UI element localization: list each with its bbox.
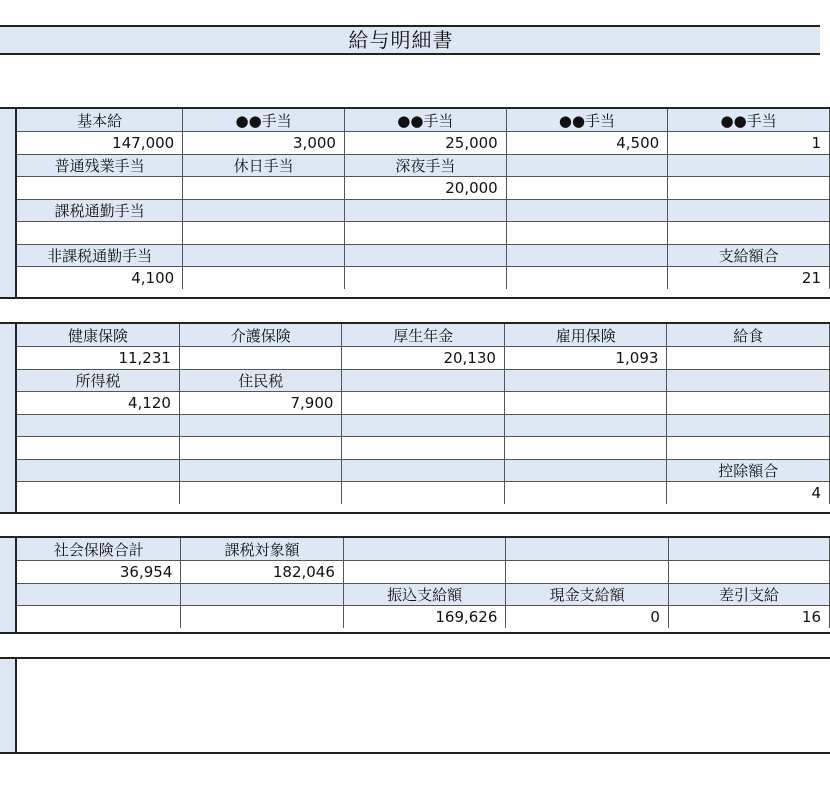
value-row [17, 606, 830, 629]
label-cell [344, 244, 506, 267]
value-cell[interactable] [504, 482, 667, 505]
label-cell [668, 154, 830, 177]
value-row [17, 177, 830, 200]
value-cell[interactable] [667, 437, 830, 460]
value-row [17, 222, 830, 245]
label-cell [504, 459, 667, 482]
label-cell: 社会保険合計 [17, 538, 181, 561]
label-cell: 健康保険 [17, 324, 179, 347]
label-cell [668, 538, 829, 561]
label-cell [179, 414, 342, 437]
earnings-section [0, 107, 830, 299]
value-cell[interactable] [506, 222, 667, 245]
value-cell[interactable] [506, 561, 669, 584]
label-cell [179, 459, 342, 482]
value-row [17, 132, 830, 155]
value-cell[interactable]: 4,100 [17, 267, 183, 290]
value-cell[interactable] [17, 437, 179, 460]
section-side-band [0, 538, 17, 632]
label-cell [668, 199, 830, 222]
label-cell [17, 414, 179, 437]
label-row [17, 538, 830, 561]
value-cell[interactable] [344, 222, 506, 245]
label-cell [342, 414, 505, 437]
label-cell [343, 538, 506, 561]
label-cell [183, 199, 345, 222]
value-cell[interactable]: 1 [668, 132, 830, 155]
value-cell[interactable]: 20,130 [342, 347, 505, 370]
label-cell [344, 199, 506, 222]
label-cell: ●●手当 [668, 109, 830, 132]
value-cell[interactable]: 1,093 [504, 347, 667, 370]
label-cell [17, 583, 181, 606]
value-cell[interactable]: 16 [668, 606, 829, 629]
label-row [17, 459, 830, 482]
value-cell[interactable]: 7,900 [179, 392, 342, 415]
label-row [17, 244, 830, 267]
label-cell: 控除額合 [667, 459, 830, 482]
label-row [17, 109, 830, 132]
value-cell[interactable]: 20,000 [344, 177, 506, 200]
value-cell[interactable] [668, 177, 830, 200]
value-cell[interactable]: 3,000 [183, 132, 345, 155]
label-cell [506, 538, 669, 561]
label-cell: 住民税 [179, 369, 342, 392]
label-cell: ●●手当 [506, 109, 667, 132]
notes-section [0, 657, 830, 754]
value-row [17, 347, 830, 370]
value-cell[interactable] [179, 437, 342, 460]
value-cell[interactable]: 25,000 [344, 132, 506, 155]
value-cell[interactable] [342, 437, 505, 460]
deductions-table [17, 324, 830, 504]
value-row [17, 392, 830, 415]
value-cell[interactable]: 21 [668, 267, 830, 290]
label-row [17, 369, 830, 392]
notes-area[interactable] [17, 659, 830, 752]
value-row [17, 437, 830, 460]
value-cell[interactable] [181, 606, 344, 629]
label-cell [504, 369, 667, 392]
value-cell[interactable] [344, 267, 506, 290]
value-cell[interactable] [667, 392, 830, 415]
value-cell[interactable]: 169,626 [343, 606, 506, 629]
value-cell[interactable] [342, 482, 505, 505]
label-row [17, 324, 830, 347]
label-row [17, 414, 830, 437]
value-cell[interactable] [342, 392, 505, 415]
document-title: 給与明細書 [348, 28, 454, 52]
label-cell: ●●手当 [183, 109, 345, 132]
section-side-band [0, 109, 17, 297]
value-row [17, 482, 830, 505]
label-cell [504, 414, 667, 437]
value-cell[interactable] [504, 392, 667, 415]
value-cell[interactable]: 36,954 [17, 561, 181, 584]
label-cell [506, 199, 667, 222]
value-cell[interactable]: 182,046 [181, 561, 344, 584]
value-cell[interactable] [506, 177, 667, 200]
earnings-table [17, 109, 830, 289]
value-cell[interactable] [506, 267, 667, 290]
value-cell[interactable] [183, 267, 345, 290]
value-cell[interactable] [17, 222, 183, 245]
value-cell[interactable] [179, 347, 342, 370]
value-cell[interactable] [179, 482, 342, 505]
label-cell: ●●手当 [344, 109, 506, 132]
value-cell[interactable] [667, 347, 830, 370]
value-cell[interactable] [343, 561, 506, 584]
label-row [17, 583, 830, 606]
value-cell[interactable] [668, 561, 829, 584]
value-cell[interactable] [504, 437, 667, 460]
label-cell [506, 154, 667, 177]
label-cell: 休日手当 [183, 154, 345, 177]
label-row [17, 199, 830, 222]
label-cell [183, 244, 345, 267]
totals-section [0, 536, 830, 634]
value-cell[interactable]: 147,000 [17, 132, 183, 155]
totals-table [17, 538, 830, 628]
label-cell [342, 369, 505, 392]
label-cell: 雇用保険 [504, 324, 667, 347]
section-side-band [0, 659, 17, 752]
value-cell[interactable] [17, 606, 181, 629]
value-cell[interactable] [17, 177, 183, 200]
label-cell: 課税通勤手当 [17, 199, 183, 222]
value-row [17, 561, 830, 584]
value-cell[interactable]: 11,231 [17, 347, 179, 370]
label-cell: 深夜手当 [344, 154, 506, 177]
label-cell: 差引支給 [668, 583, 829, 606]
value-row [17, 267, 830, 290]
label-cell: 介護保険 [179, 324, 342, 347]
deductions-section [0, 322, 830, 514]
value-cell[interactable] [17, 482, 179, 505]
label-cell [667, 414, 830, 437]
value-cell[interactable]: 4,500 [506, 132, 667, 155]
value-cell[interactable] [668, 222, 830, 245]
label-cell [17, 459, 179, 482]
label-cell: 課税対象額 [181, 538, 344, 561]
value-cell[interactable] [183, 177, 345, 200]
title-bar [0, 25, 820, 55]
label-cell [667, 369, 830, 392]
label-cell: 給食 [667, 324, 830, 347]
label-cell: 非課税通勤手当 [17, 244, 183, 267]
label-cell: 厚生年金 [342, 324, 505, 347]
label-cell: 支給額合 [668, 244, 830, 267]
section-side-band [0, 324, 17, 512]
label-cell: 基本給 [17, 109, 183, 132]
label-row [17, 154, 830, 177]
label-cell [181, 583, 344, 606]
label-cell: 振込支給額 [343, 583, 506, 606]
value-cell[interactable]: 4,120 [17, 392, 179, 415]
value-cell[interactable]: 4 [667, 482, 830, 505]
label-cell: 現金支給額 [506, 583, 669, 606]
value-cell[interactable] [183, 222, 345, 245]
label-cell [506, 244, 667, 267]
label-cell [342, 459, 505, 482]
label-cell: 所得税 [17, 369, 179, 392]
value-cell[interactable]: 0 [506, 606, 669, 629]
label-cell: 普通残業手当 [17, 154, 183, 177]
